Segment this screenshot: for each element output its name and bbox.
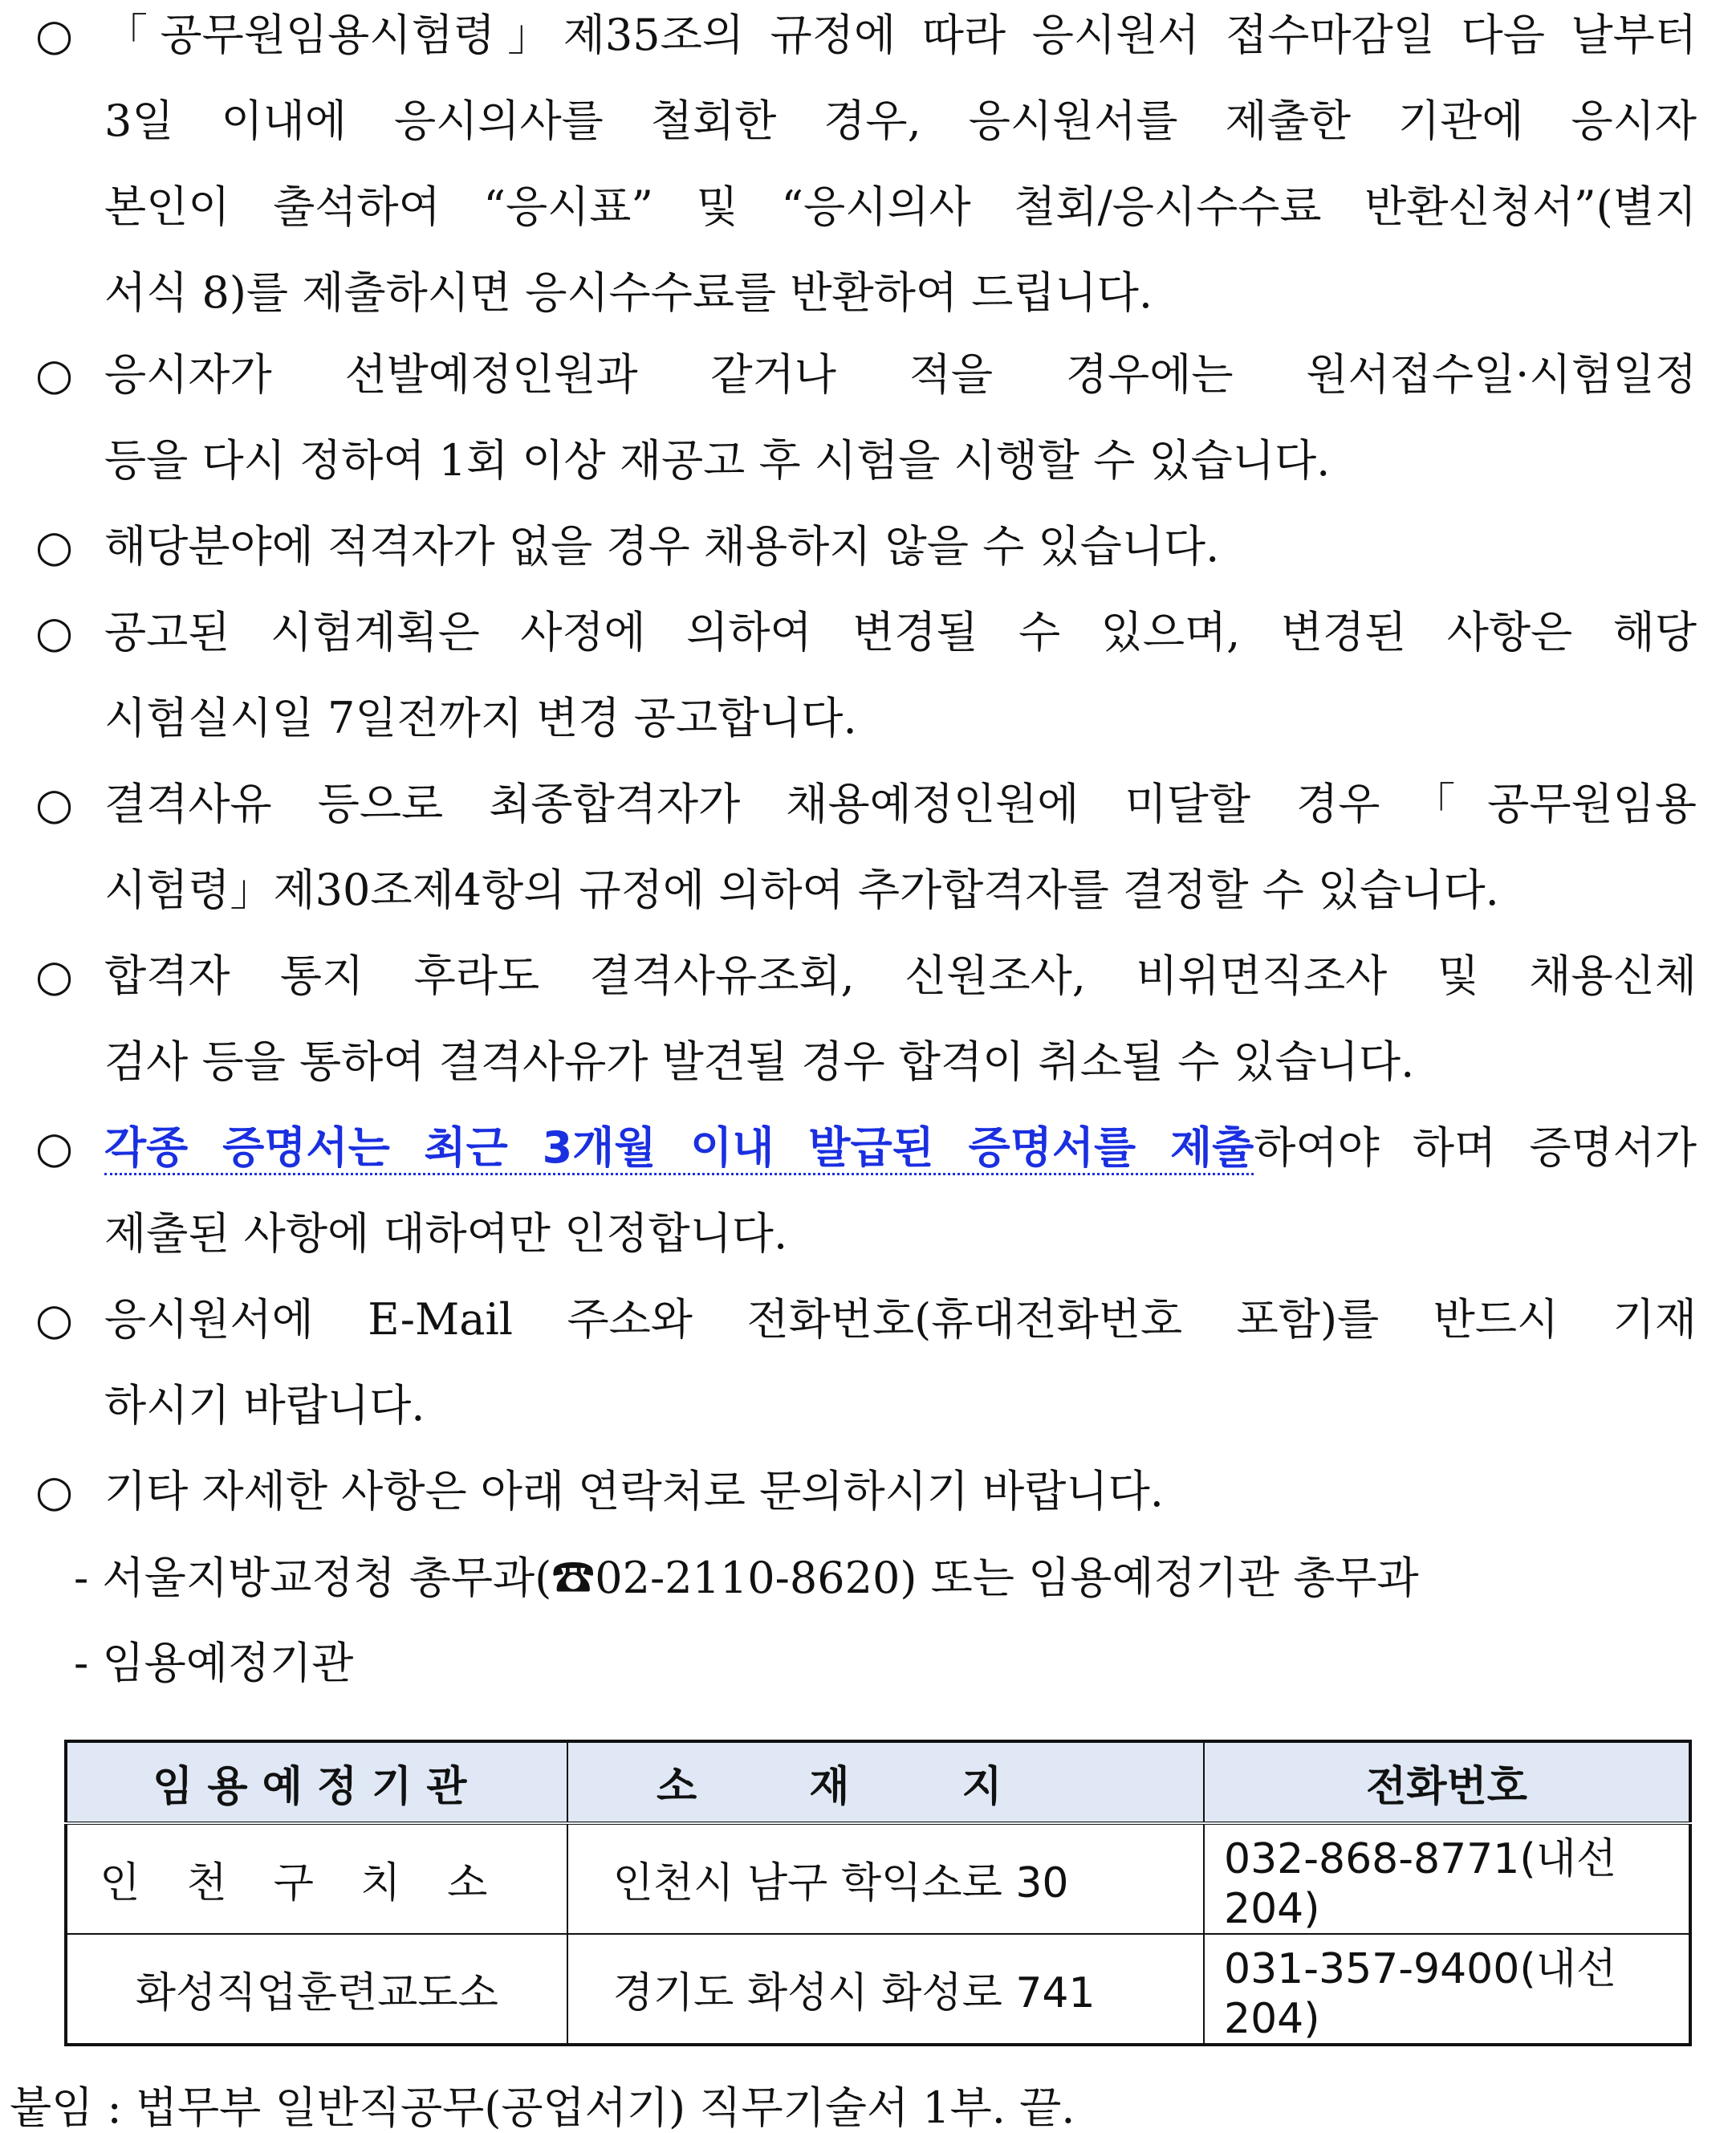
text-line: 검사 등을 통하여 결격사유가 발견될 경우 합격이 취소될 수 있습니다. (104, 1036, 1415, 1087)
text-line: 제출된 사항에 대하여만 인정합니다. (104, 1208, 788, 1259)
text-line: 공고된 시험계획은 사정에 의하여 변경될 수 있으며, 변경된 사항은 해당 (104, 607, 1697, 657)
text-line: 하시기 바랍니다. (104, 1380, 425, 1431)
agency-table (64, 1740, 1692, 2046)
table-header-row (66, 1741, 1690, 1823)
text-line: 응시자가 선발예정인원과 같거나 적을 경우에는 원서접수일·시험일정 (104, 349, 1697, 400)
bullet-circle-icon: ○ (35, 607, 74, 657)
text-line: 결격사유 등으로 최종합격자가 채용예정인원에 미달할 경우「공무원임용 (104, 779, 1697, 829)
text-line: 시험령」제30조제4항의 규정에 의하여 추가합격자를 결정할 수 있습니다. (104, 865, 1499, 915)
text-line: 3일 이내에 응시의사를 철회한 경우, 응시원서를 제출한 기관에 응시자 (104, 96, 1697, 146)
column-header: 전화번호 (1204, 1741, 1690, 1823)
contact-seoul-regional: - 서울지방교정청 총무과(☎02-2110-8620) 또는 임용예정기관 총무과 (74, 1553, 1419, 1603)
table-cell-phone: 031-357-9400(내선 204) (1204, 1934, 1690, 2045)
bullet-circle-icon: ○ (35, 1122, 74, 1173)
text-fragment: 하여야 하며 증명서가 (1254, 1122, 1697, 1173)
bullet-circle-icon: ○ (35, 349, 74, 400)
bullet-circle-icon: ○ (35, 521, 74, 572)
column-header: 소재지 (567, 1741, 1204, 1823)
bullet-circle-icon: ○ (35, 1294, 74, 1345)
highlighted-requirement: 각종 증명서는 최근 3개월 이내 발급된 증명서를 제출 (104, 1122, 1254, 1175)
table-cell-address: 인천시 남구 학익소로 30 (567, 1823, 1204, 1934)
attachment-note: 붙임 : 법무부 일반직공무(공업서기) 직무기술서 1부. 끝. (10, 2082, 1075, 2133)
table-row (66, 1823, 1690, 1934)
text-line (104, 1105, 1697, 1191)
column-header: 임용예정기관 (66, 1741, 567, 1823)
text-line: 응시원서에 E-Mail 주소와 전화번호(휴대전화번호 포함)를 반드시 기재 (104, 1294, 1697, 1345)
table-cell-agency: 화성직업훈련교도소 (66, 1934, 567, 2045)
bullet-circle-icon: ○ (35, 779, 74, 829)
text-line: 시험실시일 7일전까지 변경 공고합니다. (104, 693, 857, 743)
bullet-circle-icon: ○ (35, 950, 74, 1001)
text-line: 합격자 통지 후라도 결격사유조회, 신원조사, 비위면직조사 및 채용신체 (104, 950, 1697, 1001)
text-line: 등을 다시 정하여 1회 이상 재공고 후 시험을 시행할 수 있습니다. (104, 435, 1331, 486)
table-row (66, 1934, 1690, 2045)
bullet-circle-icon: ○ (35, 10, 74, 60)
bullet-circle-icon: ○ (35, 1466, 74, 1516)
table-cell-agency: 인천구치소 (66, 1823, 567, 1934)
table-cell-phone: 032-868-8771(내선 204) (1204, 1823, 1690, 1934)
text-line: 본인이 출석하여 “응시표” 및 “응시의사 철회/응시수수료 반환신청서”(별지 (104, 181, 1697, 232)
text-line: 해당분야에 적격자가 없을 경우 채용하지 않을 수 있습니다. (104, 521, 1220, 572)
table-cell-address: 경기도 화성시 화성로 741 (567, 1934, 1204, 2045)
text-line: 기타 자세한 사항은 아래 연락처로 문의하시기 바랍니다. (104, 1466, 1164, 1516)
contact-agency-heading: - 임용예정기관 (74, 1638, 354, 1688)
text-line: 서식 8)를 제출하시면 응시수수료를 반환하여 드립니다. (104, 267, 1153, 318)
text-line: 「공무원임용시험령」제35조의 규정에 따라 응시원서 접수마감일 다음 날부터 (104, 10, 1697, 60)
